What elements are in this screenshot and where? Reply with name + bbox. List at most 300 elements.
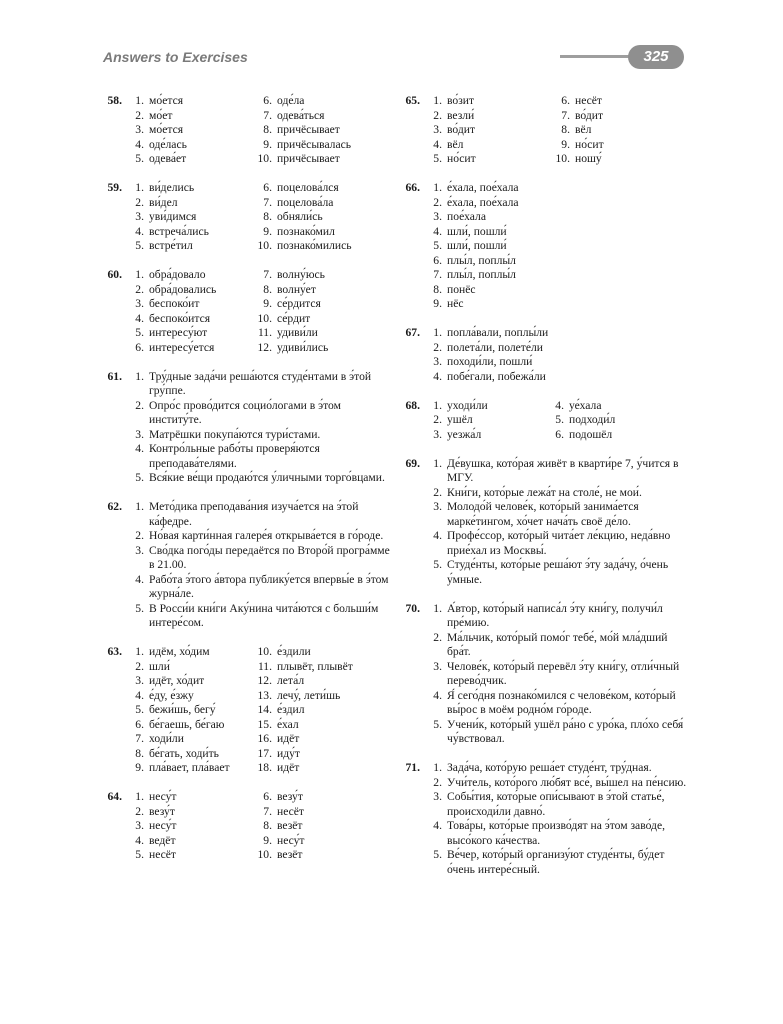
item-answer: Но́вая карти́нная галере́я открыва́ется в го́роде. (149, 529, 384, 542)
item-answer: везли́ (447, 108, 475, 122)
item-answer: беспоко́ится (149, 311, 211, 325)
item-answer: Зада́ча, кото́рую реша́ет студе́нт, тру́дная. (447, 761, 652, 774)
exercise-58 (96, 94, 396, 167)
item-number: 5. (555, 413, 564, 426)
item-answer: Челове́к, кото́рый перевёл э́ту кни́гу, отли́чный перево́дчик. (447, 659, 680, 687)
answer-item (426, 196, 694, 211)
exercise-number: 63. (107, 645, 122, 658)
answer-item (548, 123, 694, 138)
item-number: 4. (433, 688, 442, 702)
item-answer: несу́т (149, 819, 177, 832)
answer-item (250, 819, 396, 834)
item-answer: оде́лась (149, 137, 187, 151)
answer-item (128, 181, 250, 196)
item-answer: шли́, пошли́ (447, 224, 507, 238)
answer-item (250, 848, 396, 863)
item-number: 4. (135, 833, 144, 847)
item-answer: Собы́тия, кото́рые опи́сывают в э́той статье́, происходи́ли давно́. (447, 790, 665, 818)
answer-item (250, 181, 396, 196)
item-number: 3. (433, 210, 442, 223)
item-number: 10. (257, 311, 272, 325)
item-number: 12. (257, 340, 272, 354)
item-number: 6. (263, 181, 272, 194)
answer-item (128, 660, 250, 675)
item-number: 13. (257, 688, 272, 702)
item-number: 5. (433, 848, 442, 861)
item-answer: беспоко́ит (149, 297, 200, 310)
exercise-answers (128, 94, 396, 167)
answer-item (426, 718, 694, 747)
exercise-61 (96, 370, 396, 486)
answer-subcolumn (250, 181, 396, 254)
exercise-answers (426, 94, 694, 167)
exercise-answers (128, 645, 396, 776)
answer-item (426, 326, 694, 341)
item-number: 9. (263, 137, 272, 151)
item-answer: познако́мил (277, 224, 335, 238)
answer-item (128, 573, 396, 602)
answer-item (426, 94, 548, 109)
answer-subcolumn (426, 94, 548, 167)
answer-item (426, 790, 694, 819)
item-answer: пое́хала (447, 210, 486, 223)
item-answer: Това́ры, кото́рые произво́дят на э́том заво́де, высо́кого ка́чества. (447, 819, 665, 847)
answer-item (250, 703, 396, 718)
item-number: 5. (433, 558, 442, 571)
exercise-number: 66. (405, 181, 420, 194)
left-column (96, 94, 396, 877)
item-answer: идёт, хо́дит (149, 674, 205, 687)
item-answer: е́хал (277, 717, 299, 731)
answer-item (250, 761, 396, 776)
item-answer: удиви́ли (277, 326, 318, 339)
item-number: 9. (263, 297, 272, 310)
answer-item (426, 123, 548, 138)
exercise-number: 70. (405, 601, 420, 615)
exercise-number: 64. (107, 790, 122, 803)
item-answer: плы́л, поплы́л (447, 253, 516, 267)
item-answer: шли́, пошли́ (447, 239, 507, 252)
item-number: 8. (263, 210, 272, 223)
exercise-67 (394, 326, 694, 384)
answer-item (128, 471, 396, 486)
answer-item (250, 718, 396, 733)
answer-item (128, 442, 396, 471)
item-answer: се́рдит (277, 311, 311, 325)
item-number: 3. (135, 123, 144, 136)
answer-item (426, 631, 694, 660)
item-number: 2. (135, 108, 144, 122)
answer-item (128, 703, 250, 718)
item-number: 9. (561, 137, 570, 151)
item-number: 2. (433, 195, 442, 209)
item-number: 9. (263, 224, 272, 238)
exercise-answers (426, 326, 694, 384)
item-number: 3. (433, 123, 442, 136)
item-answer: е́ду, е́зжу (149, 688, 194, 702)
item-answer: познако́мились (277, 239, 352, 252)
answer-item (128, 848, 250, 863)
right-column (394, 94, 694, 892)
answer-item (128, 123, 250, 138)
item-answer: бе́гаешь, бе́гаю (149, 717, 225, 731)
item-answer: подошёл (569, 427, 613, 441)
answer-item (128, 283, 250, 298)
answer-item (548, 152, 694, 167)
exercise-68 (394, 399, 694, 443)
item-number: 2. (135, 659, 144, 673)
item-number: 8. (561, 123, 570, 136)
item-number: 3. (135, 674, 144, 687)
answer-item (426, 689, 694, 718)
item-number: 8. (433, 282, 442, 296)
item-number: 1. (433, 181, 442, 194)
item-number: 1. (135, 645, 144, 658)
answer-item (128, 94, 250, 109)
item-number: 6. (433, 253, 442, 267)
item-number: 5. (433, 717, 442, 731)
item-number: 9. (135, 761, 144, 774)
item-answer: Опро́с прово́дится социо́логами в э́том институ́те. (149, 398, 341, 426)
item-number: 18. (257, 761, 272, 774)
item-answer: бежи́шь, бегу́ (149, 703, 216, 716)
item-number: 6. (561, 94, 570, 107)
item-number: 5. (135, 601, 144, 615)
item-number: 2. (433, 630, 442, 644)
item-answer: интересу́ют (149, 326, 208, 339)
answer-item (426, 660, 694, 689)
answer-item (250, 790, 396, 805)
item-answer: Сво́дка пого́ды передаётся по Второ́й програ́мме в 21.00. (149, 543, 390, 571)
item-answer: Мето́дика преподава́ния изуча́ется на э́той ка́федре. (149, 500, 359, 528)
item-number: 5. (135, 471, 144, 484)
answer-item (128, 819, 250, 834)
answer-item (548, 109, 694, 124)
item-answer: Молодо́й челове́к, кото́рый занима́ется марке́тингом, хо́чет нача́ть своё де́ло. (447, 500, 639, 528)
item-answer: Ма́льчик, кото́рый помо́г тебе́, мо́й мла́дший бра́т. (447, 630, 668, 658)
page-number-badge: 325 (628, 45, 684, 69)
item-number: 17. (257, 746, 272, 760)
answer-item (250, 138, 396, 153)
answer-item (128, 761, 250, 776)
answer-item (426, 558, 694, 587)
item-answer: везу́т (277, 790, 303, 803)
answer-item (128, 747, 250, 762)
item-answer: е́здили (277, 645, 311, 658)
item-answer: походи́ли, пошли́ (447, 355, 533, 368)
item-answer: поцелова́ла (277, 195, 334, 209)
answer-item (250, 109, 396, 124)
exercise-70 (394, 602, 694, 747)
item-number: 15. (257, 717, 272, 731)
answer-subcolumn (128, 181, 250, 254)
item-answer: мо́ет (149, 108, 173, 122)
item-answer: уви́димся (149, 210, 197, 223)
item-answer: е́хала, пое́хала (447, 195, 519, 209)
item-number: 10. (257, 848, 272, 861)
exercise-69 (394, 457, 694, 588)
item-answer: во́дит (447, 123, 476, 136)
answer-item (250, 341, 396, 356)
item-answer: Тру́дные зада́чи реша́ются студе́нтами в э́той гру́ппе. (149, 369, 372, 397)
item-number: 5. (135, 703, 144, 716)
answer-item (250, 152, 396, 167)
item-number: 4. (135, 224, 144, 238)
item-answer: идёт (277, 732, 300, 745)
exercise-60 (96, 268, 396, 355)
item-answer: обра́довались (149, 282, 217, 296)
exercise-71 (394, 761, 694, 877)
answer-item (128, 210, 250, 225)
answer-item (250, 123, 396, 138)
answer-item (250, 268, 396, 283)
answer-item (250, 660, 396, 675)
item-answer: В Росси́и кни́ги Аку́нина чита́ются с больши́м интере́сом. (149, 601, 379, 629)
item-answer: мо́ется (149, 123, 184, 136)
exercise-answers (128, 268, 396, 355)
item-answer: Учени́к, кото́рый ушёл ра́но с уро́ка, пло́хо себя́ чу́вствовал. (447, 717, 684, 745)
item-number: 7. (263, 195, 272, 209)
item-answer: Учи́тель, кото́рого лю́бят все́, вы́шел на пе́нсию. (447, 775, 687, 789)
item-number: 5. (135, 239, 144, 252)
item-number: 10. (257, 645, 272, 658)
item-answer: мо́ется (149, 94, 184, 107)
item-number: 1. (135, 94, 144, 107)
answer-item (426, 602, 694, 631)
answer-item (426, 457, 694, 486)
item-number: 2. (135, 195, 144, 209)
item-number: 6. (263, 94, 272, 107)
item-answer: удиви́лись (277, 340, 329, 354)
item-number: 2. (433, 775, 442, 789)
answer-item (128, 196, 250, 211)
exercise-answers (128, 790, 396, 863)
item-number: 11. (257, 326, 272, 339)
exercise-answers (128, 500, 396, 631)
answer-item (250, 239, 396, 254)
item-answer: плы́л, поплы́л (447, 268, 516, 281)
item-number: 4. (433, 369, 442, 383)
item-number: 1. (135, 790, 144, 803)
item-answer: одева́ет (149, 152, 187, 165)
answer-item (426, 370, 694, 385)
exercise-66 (394, 181, 694, 312)
item-number: 1. (433, 398, 442, 412)
item-number: 4. (433, 529, 442, 542)
item-number: 14. (257, 703, 272, 716)
answer-item (548, 428, 694, 443)
answer-item (426, 181, 694, 196)
exercise-number: 65. (405, 94, 420, 107)
item-number: 1. (135, 369, 144, 383)
item-number: 4. (135, 137, 144, 151)
exercise-number: 68. (405, 398, 420, 412)
item-number: 9. (433, 297, 442, 310)
item-number: 10. (257, 239, 272, 252)
item-answer: Студе́нты, кото́рые реша́ют э́ту зада́чу, о́чень у́мные. (447, 558, 669, 586)
item-number: 3. (433, 427, 442, 441)
item-answer: лечу́, лети́шь (277, 688, 341, 702)
item-answer: подходи́л (569, 413, 616, 426)
answer-subcolumn (128, 268, 250, 355)
item-number: 6. (555, 427, 564, 441)
item-number: 10. (257, 152, 272, 165)
answer-item (128, 297, 250, 312)
answer-item (128, 805, 250, 820)
exercise-number: 69. (405, 456, 420, 470)
answer-item (128, 225, 250, 240)
item-answer: Профе́ссор, кото́рый чита́ет ле́кцию, неда́вно прие́хал из Москвы́. (447, 529, 671, 557)
answer-subcolumn (548, 94, 694, 167)
answer-item (426, 268, 694, 283)
answer-item (250, 747, 396, 762)
answer-item (426, 109, 548, 124)
answer-item (250, 732, 396, 747)
item-answer: причёсывает (277, 152, 340, 165)
item-answer: попла́вали, поплы́ли (447, 326, 549, 339)
answer-item (128, 312, 250, 327)
item-number: 11. (257, 659, 272, 673)
item-number: 6. (135, 717, 144, 731)
item-number: 1. (433, 601, 442, 615)
answer-subcolumn (250, 94, 396, 167)
answer-item (426, 428, 548, 443)
item-number: 5. (135, 152, 144, 165)
item-number: 2. (135, 529, 144, 542)
item-answer: везёт (277, 819, 303, 832)
item-answer: уезжа́л (447, 427, 482, 441)
answer-item (426, 848, 694, 877)
item-answer: пла́вает, пла́вает (149, 761, 230, 774)
exercise-number: 67. (405, 326, 420, 339)
item-answer: шли́ (149, 659, 170, 673)
answer-subcolumn (128, 790, 250, 863)
item-answer: оде́ла (277, 94, 305, 107)
item-answer: лета́л (277, 674, 305, 687)
item-answer: е́хала, пое́хала (447, 181, 519, 194)
exercise-65 (394, 94, 694, 167)
answer-item (128, 544, 396, 573)
item-number: 5. (433, 239, 442, 252)
answer-subcolumn (426, 399, 548, 443)
item-number: 3. (433, 500, 442, 513)
item-answer: бе́гать, ходи́ть (149, 746, 219, 760)
item-number: 3. (433, 659, 442, 673)
item-number: 7. (561, 108, 570, 122)
item-answer: несёт (149, 848, 176, 861)
item-number: 1. (135, 500, 144, 513)
answer-item (128, 239, 250, 254)
answer-item (548, 138, 694, 153)
answer-item (548, 399, 694, 414)
exercise-64 (96, 790, 396, 863)
answer-item (250, 297, 396, 312)
running-header-title: Answers to Exercises (103, 49, 248, 65)
answer-item (426, 138, 548, 153)
exercise-answers (426, 457, 694, 588)
item-number: 1. (433, 326, 442, 339)
item-number: 10. (555, 152, 570, 165)
item-answer: ушёл (447, 413, 473, 426)
item-answer: Контро́льные рабо́ты проверя́ются преподава́телями. (149, 442, 320, 470)
item-number: 2. (135, 282, 144, 296)
item-number: 7. (135, 732, 144, 745)
answer-item (426, 355, 694, 370)
item-answer: интересу́ется (149, 340, 215, 354)
exercise-number: 58. (107, 94, 122, 107)
item-answer: вёл (447, 137, 464, 151)
item-number: 7. (263, 804, 272, 818)
item-answer: побе́гали, побежа́ли (447, 369, 546, 383)
answer-item (250, 326, 396, 341)
item-number: 6. (263, 790, 272, 803)
item-answer: несу́т (277, 833, 305, 847)
answer-item (250, 283, 396, 298)
item-answer: несёт (575, 94, 602, 107)
item-answer: встре́тил (149, 239, 193, 252)
answer-subcolumn (128, 645, 250, 776)
answer-item (128, 602, 396, 631)
answer-item (426, 210, 694, 225)
answer-item (426, 761, 694, 776)
item-answer: обняли́сь (277, 210, 323, 223)
exercise-answers (426, 399, 694, 443)
exercise-63 (96, 645, 396, 776)
item-number: 8. (135, 746, 144, 760)
exercise-number: 62. (107, 500, 122, 513)
item-number: 3. (135, 210, 144, 223)
item-answer: во́дит (575, 108, 604, 122)
item-answer: Рабо́та э́того а́втора публику́ется впервы́е в э́том журна́ле. (149, 572, 389, 600)
item-number: 4. (135, 688, 144, 702)
item-answer: Де́вушка, кото́рая живёт в кварти́ре 7, у́чится в МГУ. (447, 456, 679, 484)
item-number: 6. (135, 340, 144, 354)
exercise-number: 59. (107, 181, 122, 194)
item-answer: несёт (277, 804, 304, 818)
answer-item (250, 94, 396, 109)
answer-subcolumn (250, 645, 396, 776)
answer-item (426, 399, 548, 414)
item-number: 1. (433, 456, 442, 470)
item-number: 1. (135, 181, 144, 194)
item-answer: уе́хала (569, 398, 602, 412)
item-answer: встреча́лись (149, 224, 209, 238)
answer-item (128, 268, 250, 283)
answer-item (128, 689, 250, 704)
answer-item (128, 428, 396, 443)
item-answer: причёсывает (277, 123, 340, 136)
item-answer: уходи́ли (447, 398, 488, 412)
exercise-answers (128, 370, 396, 486)
exercise-62 (96, 500, 396, 631)
item-number: 12. (257, 674, 272, 687)
answer-subcolumn (128, 94, 250, 167)
answer-item (250, 674, 396, 689)
item-number: 2. (433, 340, 442, 354)
exercise-number: 71. (405, 761, 420, 774)
item-answer: плывёт, плывёт (277, 659, 353, 673)
answer-subcolumn (250, 268, 396, 355)
answer-item (250, 196, 396, 211)
item-number: 3. (135, 297, 144, 310)
answer-item (250, 689, 396, 704)
item-number: 9. (263, 833, 272, 847)
item-number: 7. (263, 268, 272, 281)
answer-item (128, 790, 250, 805)
item-number: 2. (433, 108, 442, 122)
item-number: 1. (135, 268, 144, 281)
item-answer: во́зит (447, 94, 475, 107)
